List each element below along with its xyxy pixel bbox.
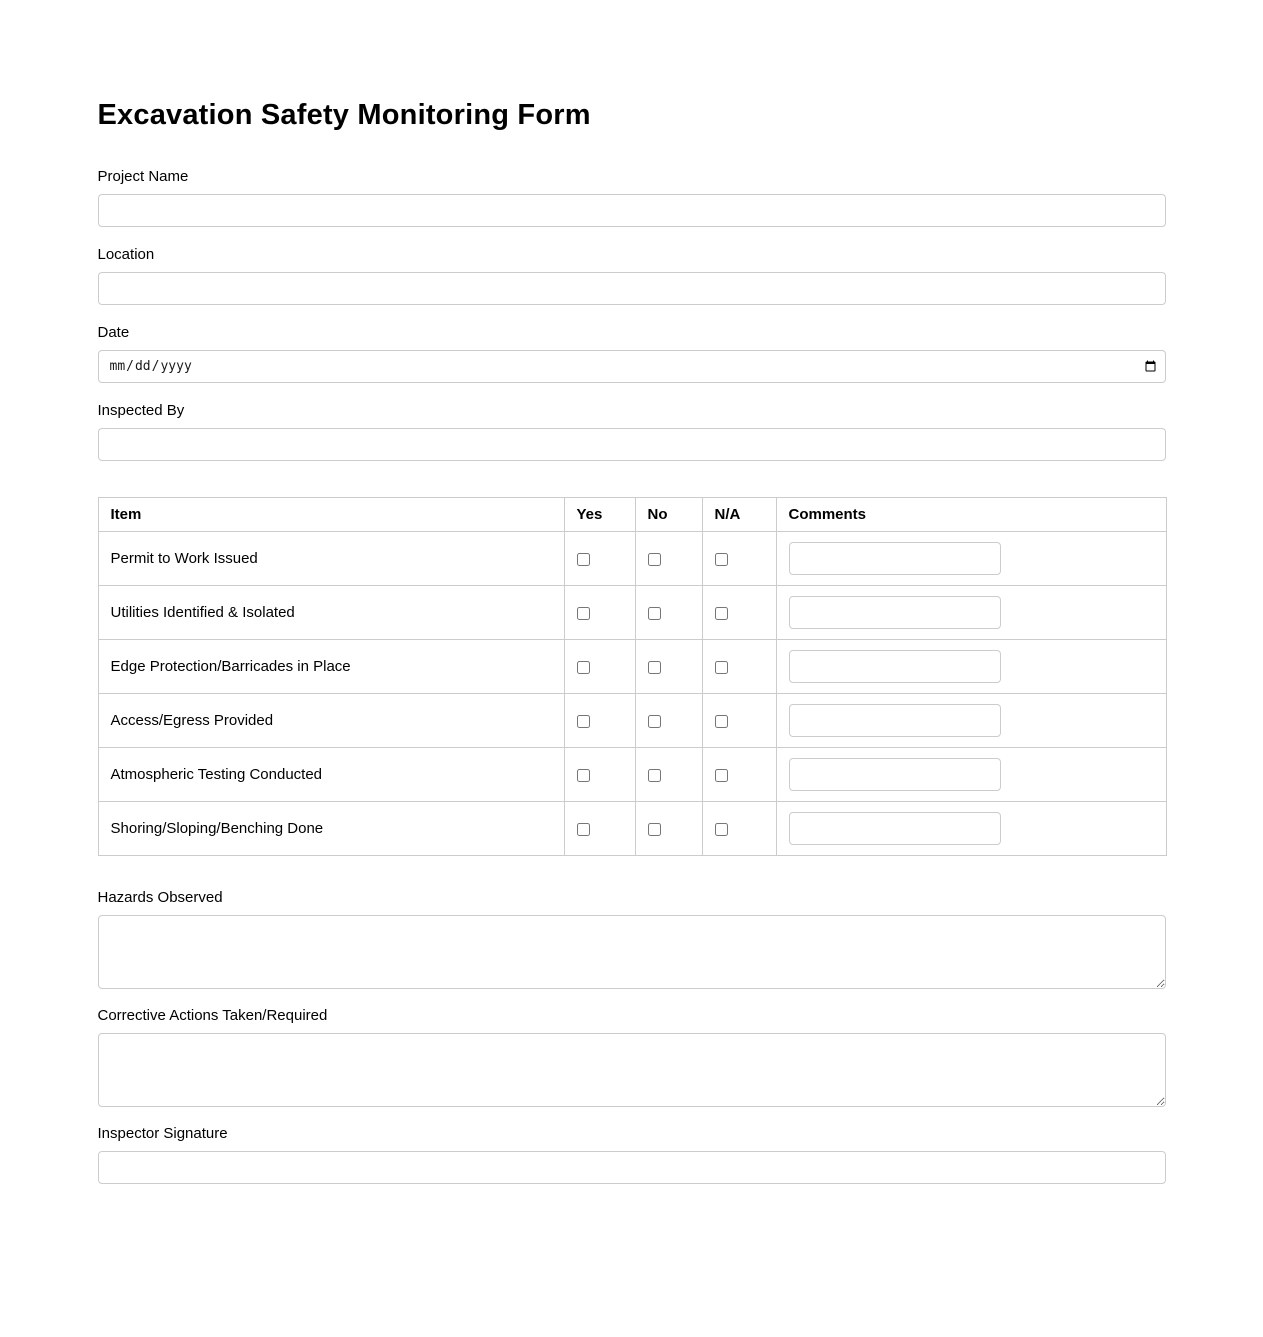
- no-cell: [635, 586, 702, 640]
- no-cell: [635, 532, 702, 586]
- no-checkbox[interactable]: [648, 553, 661, 566]
- yes-checkbox[interactable]: [577, 607, 590, 620]
- no-cell: [635, 748, 702, 802]
- location-label: Location: [97, 246, 155, 263]
- yes-checkbox[interactable]: [577, 715, 590, 728]
- field-inspector-signature: [98, 1125, 1166, 1184]
- item-label: Atmospheric Testing Conducted: [110, 766, 323, 783]
- no-checkbox[interactable]: [648, 823, 661, 836]
- item-cell: [98, 748, 564, 802]
- yes-checkbox[interactable]: [577, 553, 590, 566]
- item-label: Utilities Identified & Isolated: [110, 604, 295, 621]
- no-checkbox[interactable]: [648, 715, 661, 728]
- yes-cell: [564, 586, 635, 640]
- item-label: Permit to Work Issued: [110, 550, 258, 567]
- na-cell: [702, 694, 776, 748]
- item-label: Access/Egress Provided: [110, 712, 274, 729]
- field-date: [98, 324, 1166, 383]
- date-label: Date: [97, 324, 130, 341]
- item-label: Edge Protection/Barricades in Place: [110, 658, 351, 675]
- field-project-name: [98, 168, 1166, 227]
- na-checkbox[interactable]: [715, 553, 728, 566]
- corrective-actions-label: Corrective Actions Taken/Required: [97, 1007, 328, 1024]
- na-checkbox[interactable]: [715, 661, 728, 674]
- item-cell: [98, 694, 564, 748]
- na-checkbox[interactable]: [715, 823, 728, 836]
- project-name-input[interactable]: [98, 194, 1166, 227]
- yes-cell: [564, 748, 635, 802]
- na-cell: [702, 640, 776, 694]
- header-item: Item: [98, 498, 564, 532]
- comments-cell: [776, 802, 1166, 856]
- item-cell: [98, 640, 564, 694]
- na-cell: [702, 586, 776, 640]
- na-cell: [702, 802, 776, 856]
- yes-cell: [564, 532, 635, 586]
- inspector-signature-input[interactable]: [98, 1151, 1166, 1184]
- comments-cell: [776, 748, 1166, 802]
- field-location: [98, 246, 1166, 305]
- comments-cell: [776, 694, 1166, 748]
- comments-cell: [776, 586, 1166, 640]
- yes-cell: [564, 694, 635, 748]
- item-label: Shoring/Sloping/Benching Done: [110, 820, 324, 837]
- table-row: [98, 748, 1166, 802]
- na-checkbox[interactable]: [715, 715, 728, 728]
- header-yes: Yes: [564, 498, 635, 532]
- item-cell: [98, 586, 564, 640]
- page-title: Excavation Safety Monitoring Form: [97, 99, 591, 131]
- comment-input[interactable]: [789, 812, 1001, 845]
- checklist-body: [98, 532, 1166, 856]
- comments-cell: [776, 532, 1166, 586]
- comment-input[interactable]: [789, 650, 1001, 683]
- na-checkbox[interactable]: [715, 769, 728, 782]
- no-checkbox[interactable]: [648, 607, 661, 620]
- no-cell: [635, 802, 702, 856]
- safety-checklist-table: [98, 497, 1167, 856]
- header-comments: Comments: [776, 498, 1166, 532]
- field-hazards-observed: [98, 889, 1166, 989]
- comment-input[interactable]: [789, 596, 1001, 629]
- hazards-observed-textarea[interactable]: [98, 915, 1166, 989]
- corrective-actions-textarea[interactable]: [98, 1033, 1166, 1107]
- table-row: [98, 586, 1166, 640]
- na-cell: [702, 532, 776, 586]
- location-input[interactable]: [98, 272, 1166, 305]
- yes-checkbox[interactable]: [577, 661, 590, 674]
- table-row: [98, 802, 1166, 856]
- yes-checkbox[interactable]: [577, 823, 590, 836]
- project-name-label: Project Name: [97, 168, 189, 185]
- no-checkbox[interactable]: [648, 661, 661, 674]
- na-checkbox[interactable]: [715, 607, 728, 620]
- table-row: [98, 532, 1166, 586]
- date-input[interactable]: [98, 350, 1166, 383]
- field-corrective-actions: [98, 1007, 1166, 1107]
- table-row: [98, 640, 1166, 694]
- comment-input[interactable]: [789, 758, 1001, 791]
- na-cell: [702, 748, 776, 802]
- comments-cell: [776, 640, 1166, 694]
- header-no: No: [635, 498, 702, 532]
- checklist-header-row: [98, 498, 1166, 532]
- item-cell: [98, 802, 564, 856]
- yes-checkbox[interactable]: [577, 769, 590, 782]
- field-inspected-by: [98, 402, 1166, 461]
- inspected-by-input[interactable]: [98, 428, 1166, 461]
- item-cell: [98, 532, 564, 586]
- no-checkbox[interactable]: [648, 769, 661, 782]
- inspector-signature-label: Inspector Signature: [97, 1125, 228, 1142]
- yes-cell: [564, 802, 635, 856]
- yes-cell: [564, 640, 635, 694]
- no-cell: [635, 694, 702, 748]
- inspected-by-label: Inspected By: [97, 402, 185, 419]
- header-na: N/A: [702, 498, 776, 532]
- comment-input[interactable]: [789, 542, 1001, 575]
- no-cell: [635, 640, 702, 694]
- comment-input[interactable]: [789, 704, 1001, 737]
- excavation-safety-form: [98, 0, 1166, 1321]
- hazards-observed-label: Hazards Observed: [97, 889, 223, 906]
- table-row: [98, 694, 1166, 748]
